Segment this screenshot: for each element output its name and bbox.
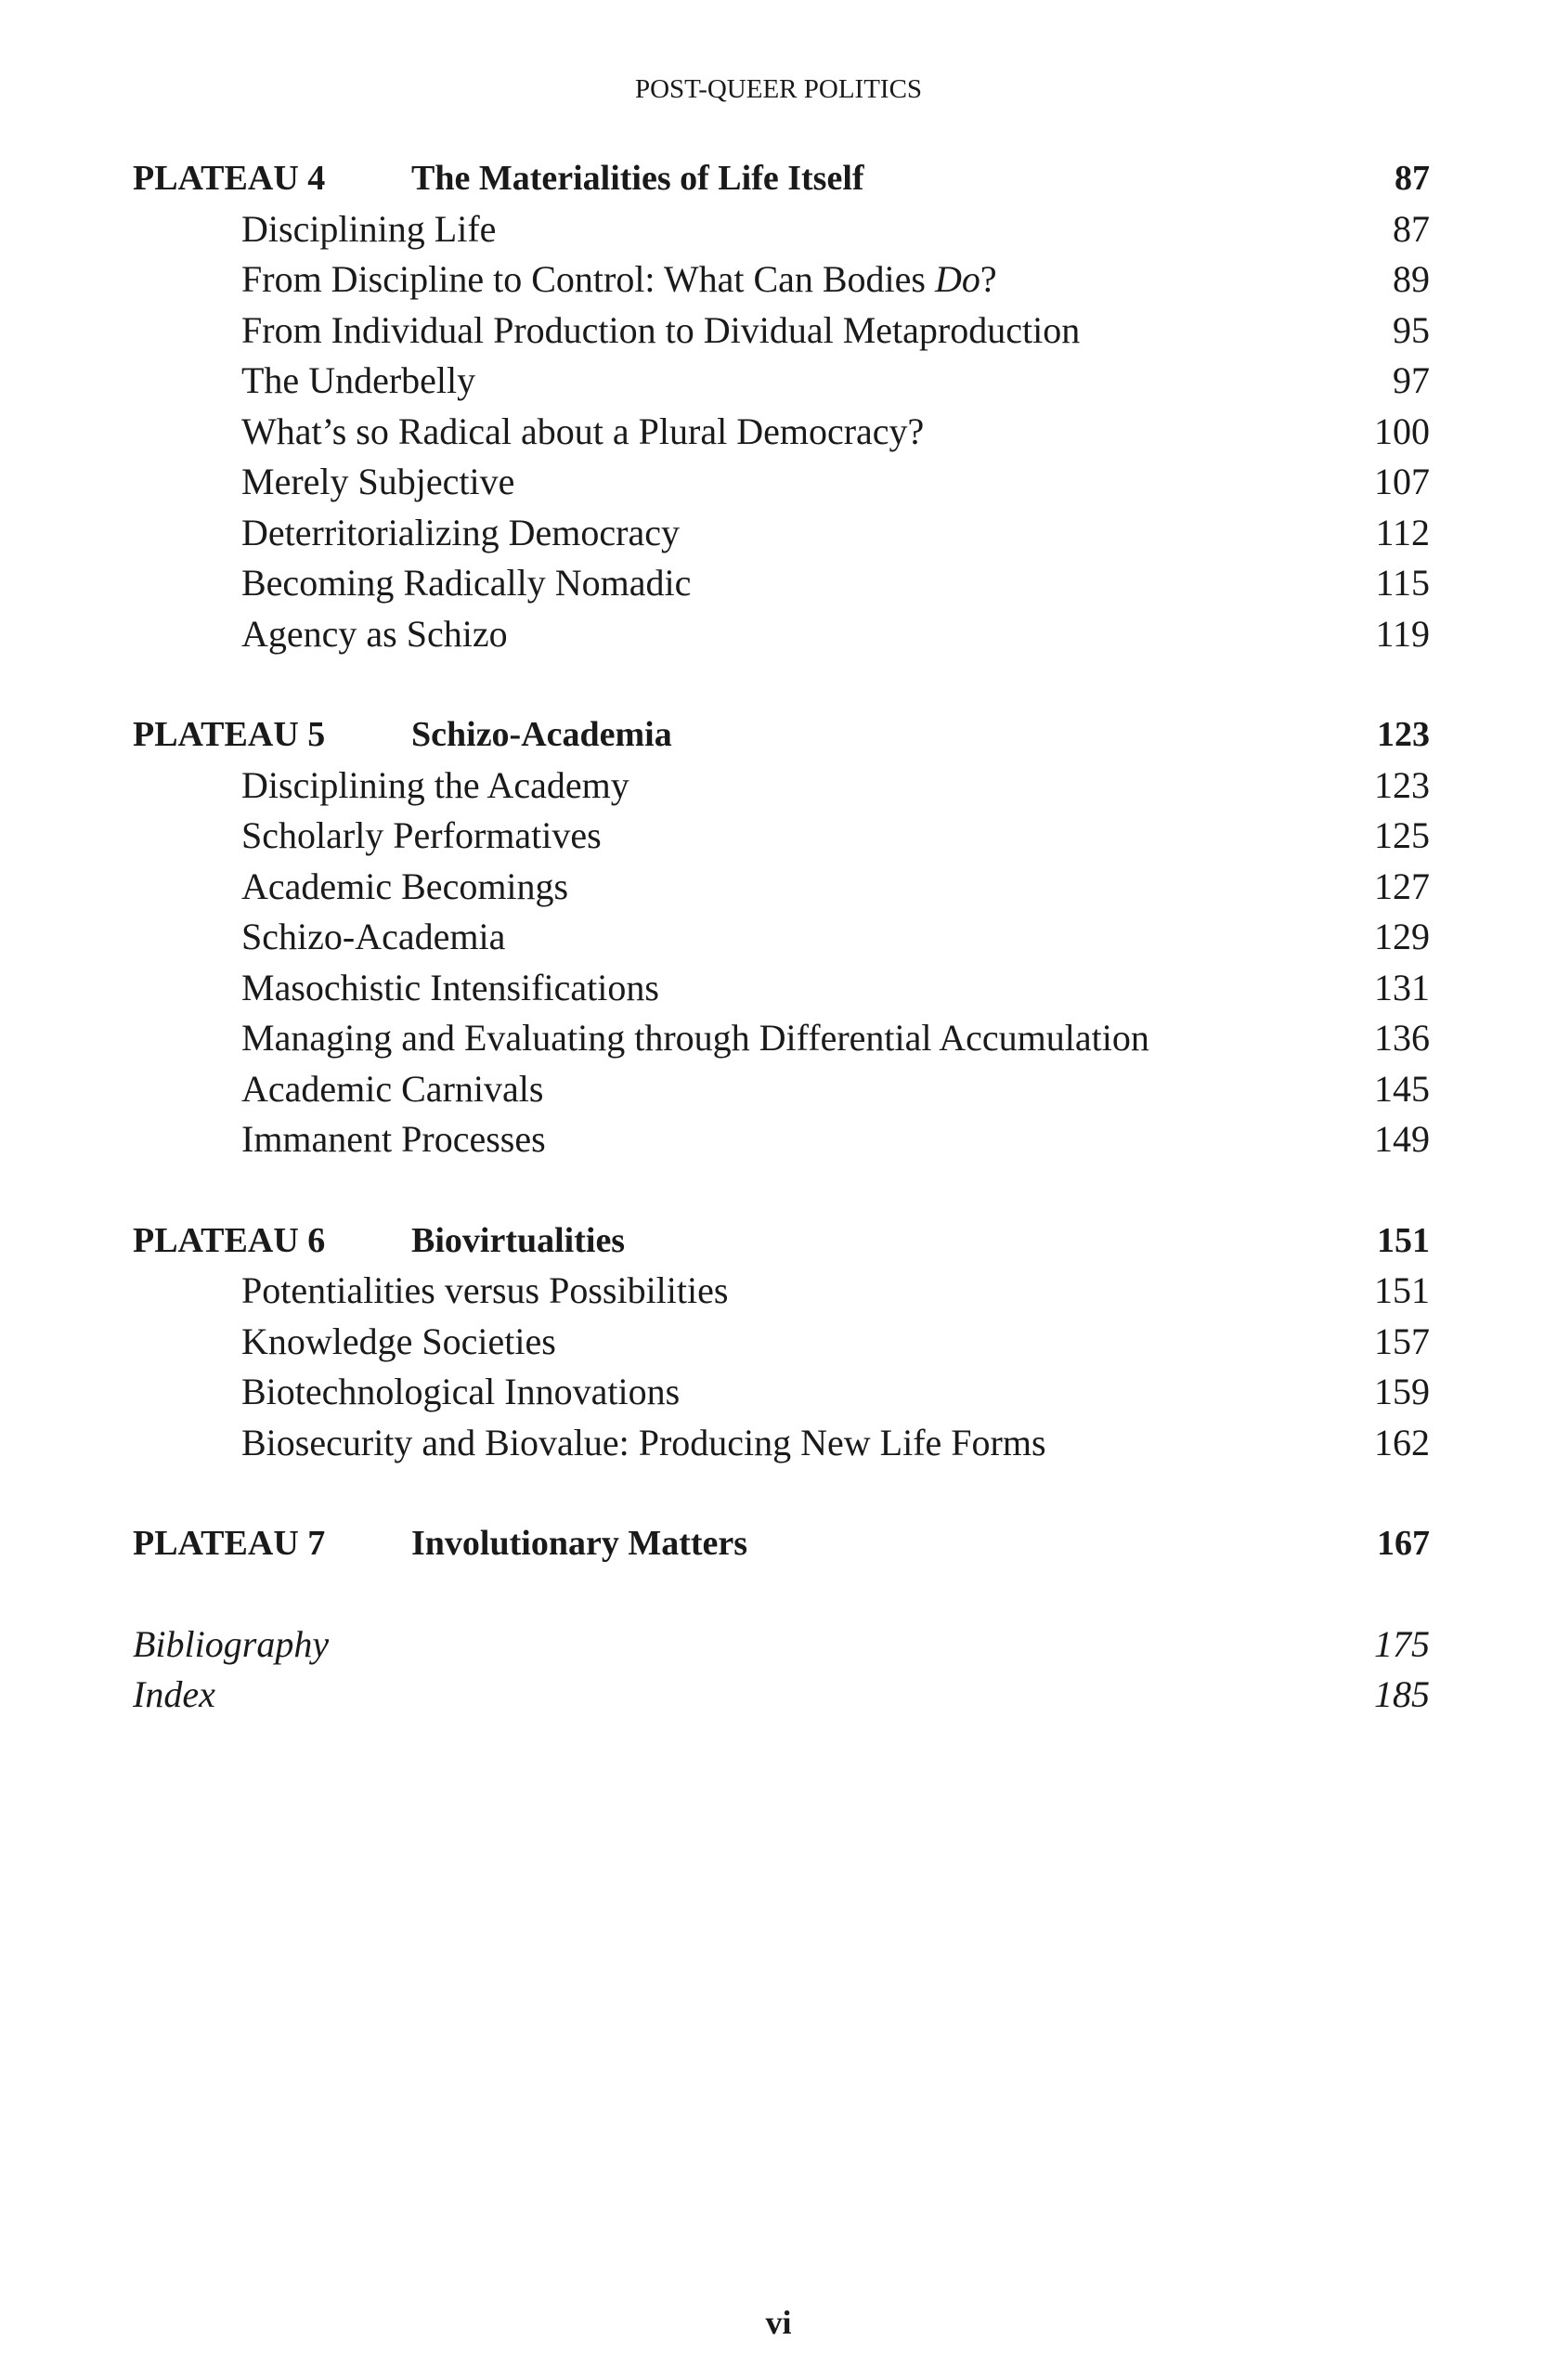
- toc-entry[interactable]: [133, 609, 1430, 660]
- entry-page: 129: [1374, 916, 1430, 957]
- entry-title: Scholarly Performatives: [241, 814, 602, 856]
- plateau-page: 167: [1377, 1524, 1430, 1563]
- entry-page: 127: [1374, 865, 1430, 907]
- plateau-page: 123: [1377, 715, 1430, 754]
- page-number: vi: [765, 2304, 792, 2341]
- plateau-label: PLATEAU 6: [133, 1220, 326, 1260]
- toc-entry[interactable]: [133, 407, 1430, 458]
- toc-entry[interactable]: [133, 912, 1430, 963]
- back-matter: [133, 1619, 1430, 1721]
- plateau-title: The Materialities of Life Itself: [411, 159, 864, 198]
- plateau-heading[interactable]: [133, 709, 1430, 761]
- toc-entry[interactable]: [133, 508, 1430, 559]
- entry-page: 125: [1374, 814, 1430, 856]
- entry-page: 149: [1374, 1118, 1430, 1160]
- toc-entry[interactable]: [133, 811, 1430, 862]
- entry-title: Bibliography: [133, 1622, 330, 1665]
- entry-page: 185: [1374, 1673, 1430, 1715]
- entry-title-text: From Discipline to Control: What Can Bodies: [241, 258, 935, 300]
- toc-entry[interactable]: [133, 1114, 1430, 1165]
- toc-entry[interactable]: [133, 1266, 1430, 1317]
- plateau-title: Involutionary Matters: [411, 1524, 748, 1563]
- entry-page: 159: [1374, 1371, 1430, 1412]
- toc-entry-bibliography[interactable]: [133, 1619, 1430, 1671]
- entry-title: What’s so Radical about a Plural Democracy?: [241, 410, 925, 452]
- entry-title: Academic Carnivals: [241, 1067, 544, 1110]
- plateau-7: [133, 1518, 1430, 1569]
- plateau-page: 87: [1395, 159, 1430, 198]
- plateau-label: PLATEAU 5: [133, 715, 326, 754]
- running-head: POST-QUEER POLITICS: [634, 74, 923, 104]
- entry-title: Schizo-Academia: [241, 916, 506, 957]
- toc-entry[interactable]: [133, 862, 1430, 913]
- entry-page: 89: [1393, 258, 1430, 300]
- table-of-contents: [133, 153, 1430, 1721]
- toc-entry[interactable]: [133, 1367, 1430, 1418]
- entry-page: 131: [1374, 966, 1430, 1008]
- entry-page: 123: [1374, 763, 1430, 806]
- plateau-4: [133, 153, 1430, 659]
- entry-title: Biosecurity and Biovalue: Producing New Life Forms: [241, 1421, 1046, 1463]
- entry-page: 157: [1374, 1320, 1430, 1362]
- entry-title-emphasis: Do: [935, 258, 980, 300]
- entry-title: Academic Becomings: [241, 865, 569, 907]
- entry-title: Disciplining the Academy: [241, 763, 629, 806]
- toc-entry[interactable]: [133, 761, 1430, 812]
- plateau-label: PLATEAU 7: [133, 1524, 326, 1563]
- entry-title: Index: [133, 1673, 215, 1715]
- entry-page: 151: [1374, 1269, 1430, 1311]
- plateau-title: Biovirtualities: [411, 1220, 626, 1260]
- entry-title: Biotechnological Innovations: [241, 1371, 681, 1412]
- entry-page: 145: [1374, 1067, 1430, 1110]
- entry-title: The Underbelly: [241, 359, 476, 401]
- entry-page: 119: [1375, 612, 1430, 655]
- toc-entry-index[interactable]: [133, 1670, 1430, 1721]
- entry-title: Agency as Schizo: [241, 612, 508, 655]
- entry-title: Immanent Processes: [241, 1118, 546, 1160]
- plateau-heading[interactable]: [133, 1518, 1430, 1569]
- entry-title: Deterritorializing Democracy: [241, 511, 680, 553]
- plateau-heading[interactable]: [133, 153, 1430, 204]
- toc-entry[interactable]: [133, 1064, 1430, 1115]
- entry-title: Merely Subjective: [241, 461, 515, 502]
- entry-title: [133, 254, 1300, 306]
- entry-title: Managing and Evaluating through Differential Accumulation: [241, 1017, 1149, 1059]
- toc-entry[interactable]: [133, 1013, 1430, 1064]
- toc-entry[interactable]: [133, 1317, 1430, 1368]
- plateau-heading[interactable]: [133, 1216, 1430, 1267]
- entry-title: Becoming Radically Nomadic: [241, 562, 692, 604]
- entry-page: 107: [1374, 461, 1430, 502]
- entry-title: Disciplining Life: [241, 207, 497, 250]
- entry-page: 100: [1374, 410, 1430, 452]
- toc-entry[interactable]: [133, 356, 1430, 407]
- entry-page: 95: [1393, 308, 1430, 351]
- entry-page: 97: [1393, 359, 1430, 401]
- entry-page: 115: [1375, 562, 1430, 604]
- entry-page: 136: [1374, 1017, 1430, 1059]
- toc-entry[interactable]: [133, 254, 1430, 306]
- toc-entry[interactable]: [133, 963, 1430, 1014]
- plateau-6: [133, 1216, 1430, 1469]
- entry-title: Masochistic Intensifications: [241, 966, 659, 1008]
- toc-entry[interactable]: [133, 1418, 1430, 1469]
- toc-entry[interactable]: [133, 558, 1430, 609]
- entry-page: 175: [1374, 1622, 1430, 1665]
- entry-title: Potentialities versus Possibilities: [241, 1269, 729, 1311]
- toc-entry[interactable]: [133, 457, 1430, 508]
- entry-title-suffix: ?: [980, 258, 997, 300]
- plateau-title: Schizo-Academia: [411, 715, 672, 754]
- entry-page: 112: [1375, 511, 1430, 553]
- toc-entry[interactable]: [133, 204, 1430, 255]
- entry-title: From Individual Production to Dividual Metaproduction: [241, 308, 1081, 351]
- plateau-5: [133, 709, 1430, 1165]
- entry-page: 87: [1393, 207, 1430, 250]
- entry-title: Knowledge Societies: [241, 1320, 556, 1362]
- toc-entry[interactable]: [133, 306, 1430, 357]
- plateau-label: PLATEAU 4: [133, 159, 326, 198]
- entry-page: 162: [1374, 1421, 1430, 1463]
- plateau-page: 151: [1377, 1220, 1430, 1260]
